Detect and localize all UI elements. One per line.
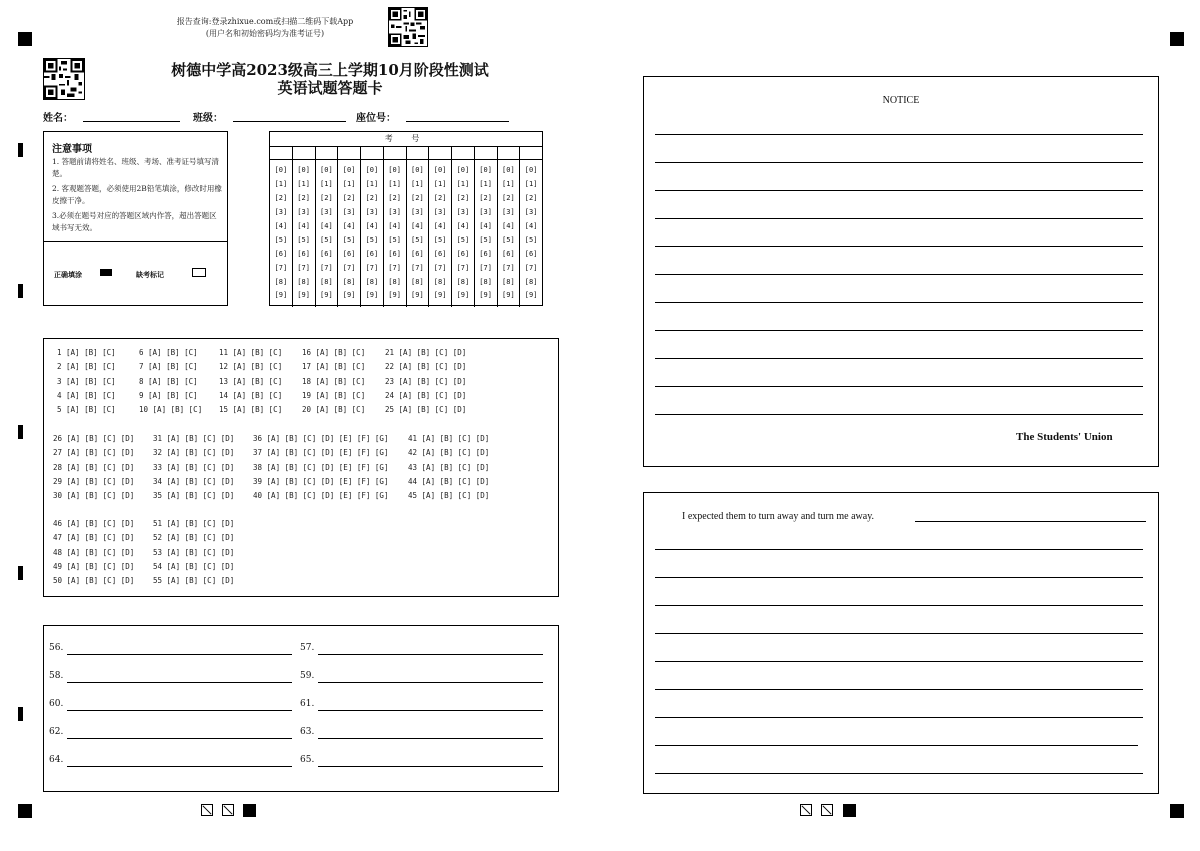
exam-digit-bubble[interactable]: [1] [388, 180, 401, 189]
exam-digit-bubble[interactable]: [3] [479, 208, 492, 217]
exam-digit-bubble[interactable]: [1] [479, 180, 492, 189]
exam-digit-bubble[interactable]: [4] [456, 222, 470, 230]
continuation-opening: I expected them to turn away and turn me away. [682, 511, 875, 522]
exam-number-write-cell[interactable] [452, 147, 475, 159]
blank-number-left: 60. [49, 699, 64, 709]
writing-line[interactable] [655, 162, 1143, 163]
absent-mark-label: 缺考标记 [136, 270, 164, 279]
exam-digit-bubble[interactable]: [2] [365, 194, 379, 203]
writing-line[interactable] [655, 302, 1143, 303]
seat-label: 座位号： [356, 113, 396, 124]
exam-digit-bubble[interactable]: [1] [456, 180, 470, 189]
blank-number-left: 56. [49, 643, 64, 653]
exam-digit-bubble[interactable]: [8] [456, 277, 470, 286]
absent-mark-checkbox[interactable] [192, 268, 206, 277]
exam-digit-bubble[interactable]: [4] [274, 222, 288, 230]
exam-digit-bubble[interactable]: [8] [411, 277, 424, 286]
choice-question-group1[interactable]: 8 [A] [B] [C] [139, 376, 198, 386]
exam-digit-bubble[interactable]: [1] [365, 180, 379, 189]
exam-number-write-cell[interactable] [270, 147, 293, 159]
exam-number-write-cell[interactable] [498, 147, 521, 159]
exam-digit-bubble[interactable]: [2] [433, 194, 447, 203]
writing-line[interactable] [655, 633, 1143, 634]
exam-digit-bubble[interactable]: [6] [524, 249, 538, 258]
exam-digit-bubble[interactable]: [4] [320, 222, 333, 230]
blank-answer-line[interactable] [67, 738, 292, 739]
exam-digit-bubble[interactable]: [8] [342, 277, 356, 286]
exam-digit-bubble[interactable]: [6] [502, 249, 515, 258]
exam-digit-bubble[interactable]: [3] [456, 208, 470, 217]
exam-number-column [407, 160, 430, 307]
exam-digit-bubble[interactable]: [1] [502, 180, 515, 189]
choice-question-group3[interactable]: 54 [A] [B] [C] [D] [153, 561, 235, 571]
choice-question-group2[interactable]: 42 [A] [B] [C] [D] [408, 448, 490, 458]
exam-digit-bubble[interactable]: [0] [456, 166, 470, 175]
choice-question-group2[interactable]: 29 [A] [B] [C] [D] [53, 476, 135, 486]
exam-digit-bubble[interactable]: [8] [502, 277, 515, 286]
exam-digit-bubble[interactable]: [8] [297, 277, 310, 286]
blank-number-right: 65. [300, 755, 315, 765]
choice-question-group2[interactable]: 32 [A] [B] [C] [D] [153, 448, 235, 458]
exam-digit-bubble[interactable]: [6] [456, 249, 470, 258]
notice-item: 2. 客观题答题，必须使用2B铅笔填涂，修改时用橡皮擦干净。 [52, 184, 222, 205]
exam-digit-bubble[interactable]: [0] [433, 166, 447, 175]
writing-line[interactable] [655, 134, 1143, 135]
choice-question-group1[interactable]: 9 [A] [B] [C] [139, 390, 198, 400]
choice-question-group1[interactable]: 6 [A] [B] [C] [139, 348, 198, 357]
page-mark-icon [201, 804, 213, 816]
exam-digit-bubble[interactable]: [1] [297, 180, 310, 189]
exam-number-column [316, 160, 339, 307]
choice-question-group1[interactable]: 21 [A] [B] [C] [D] [385, 348, 467, 357]
choice-question-group2[interactable]: 40 [A] [B] [C] [D] [E] [F] [G] [253, 491, 389, 501]
exam-digit-bubble[interactable]: [0] [342, 166, 356, 175]
blank-answer-line[interactable] [67, 682, 292, 683]
choice-question-group2[interactable]: 36 [A] [B] [C] [D] [E] [F] [G] [253, 434, 389, 443]
timing-mark [18, 425, 23, 439]
timing-mark [18, 284, 23, 298]
exam-digit-bubble[interactable]: [2] [388, 194, 401, 203]
choice-question-group2[interactable]: 37 [A] [B] [C] [D] [E] [F] [G] [253, 448, 389, 458]
notice-item: 3.必须在题号对应的答题区域内作答，超出答题区域书写无效。 [52, 211, 217, 232]
exam-digit-bubble[interactable]: [3] [320, 208, 333, 217]
exam-digit-bubble[interactable]: [7] [320, 263, 333, 272]
exam-digit-bubble[interactable]: [4] [479, 222, 492, 230]
exam-digit-bubble[interactable]: [8] [365, 277, 379, 286]
exam-digit-bubble[interactable]: [3] [365, 208, 379, 217]
writing-line[interactable] [655, 218, 1143, 219]
notice-box [43, 131, 228, 306]
choice-question-group1[interactable]: 20 [A] [B] [C] [302, 405, 366, 415]
exam-digit-bubble[interactable]: [3] [388, 208, 401, 217]
timing-mark [18, 707, 23, 721]
notice-item: 1. 答题前请将姓名、班级、考场、准考证号填写清楚。 [52, 157, 220, 178]
corner-mark-top-right [1170, 32, 1184, 46]
writing-line[interactable] [655, 605, 1143, 606]
exam-number-write-cell[interactable] [520, 147, 542, 159]
report-query-line2: (用户名和初始密码均为准考证号) [205, 29, 325, 38]
exam-digit-bubble[interactable]: [4] [411, 222, 424, 230]
exam-digit-bubble[interactable]: [5] [479, 235, 492, 244]
exam-digit-bubble[interactable]: [2] [411, 194, 424, 203]
exam-number-write-cell[interactable] [475, 147, 498, 159]
blank-number-left: 64. [49, 755, 64, 765]
writing-line[interactable] [655, 549, 1143, 550]
choice-question-group1[interactable]: 3 [A] [B] [C] [57, 376, 116, 386]
exam-number-write-cell[interactable] [361, 147, 384, 159]
choice-question-group1[interactable]: 10 [A] [B] [C] [139, 405, 203, 415]
writing-line[interactable] [655, 274, 1143, 275]
exam-digit-bubble[interactable]: [7] [342, 263, 356, 272]
writing-line[interactable] [655, 358, 1143, 359]
exam-digit-bubble[interactable]: [4] [388, 222, 401, 230]
correct-fill-label: 正确填涂 [54, 270, 82, 279]
exam-digit-bubble[interactable]: [7] [433, 263, 447, 272]
exam-digit-bubble[interactable]: [4] [342, 222, 356, 230]
exam-digit-bubble[interactable]: [9] [479, 291, 492, 300]
blank-answer-line[interactable] [318, 654, 543, 655]
exam-digit-bubble[interactable]: [7] [524, 263, 538, 272]
exam-digit-bubble[interactable]: [0] [411, 166, 424, 175]
choice-question-group1[interactable]: 1 [A] [B] [C] [57, 348, 116, 357]
exam-digit-bubble[interactable]: [0] [297, 166, 310, 175]
exam-number-column [475, 160, 498, 307]
exam-digit-bubble[interactable]: [3] [524, 208, 538, 217]
page-mark-icon [821, 804, 833, 816]
exam-digit-bubble[interactable]: [4] [365, 222, 379, 230]
exam-digit-bubble[interactable]: [8] [433, 277, 447, 286]
notice-title: 注意事项 [52, 144, 92, 155]
choice-question-group2[interactable]: 41 [A] [B] [C] [D] [408, 434, 490, 443]
exam-digit-bubble[interactable]: [4] [502, 222, 515, 230]
exam-digit-bubble[interactable]: [9] [411, 291, 424, 300]
exam-digit-bubble[interactable]: [7] [411, 263, 424, 272]
exam-digit-bubble[interactable]: [4] [433, 222, 447, 230]
exam-digit-bubble[interactable]: [5] [456, 235, 470, 244]
timing-mark [18, 143, 23, 157]
writing-line[interactable] [655, 577, 1143, 578]
exam-digit-bubble[interactable]: [6] [274, 249, 288, 258]
choice-question-group2[interactable]: 35 [A] [B] [C] [D] [153, 491, 235, 501]
writing-box-2 [643, 492, 1159, 794]
exam-digit-bubble[interactable]: [5] [411, 235, 424, 244]
writing-line[interactable] [655, 190, 1143, 191]
exam-number-write-cell[interactable] [429, 147, 452, 159]
exam-number-grid [269, 131, 543, 306]
report-query-line1: 报告查询:登录zhixue.com或扫描二维码下载App [176, 17, 354, 26]
exam-digit-bubble[interactable]: [4] [524, 222, 538, 230]
page-mark-icon [800, 804, 812, 816]
exam-digit-bubble[interactable]: [2] [320, 194, 333, 203]
choice-question-group2[interactable]: 44 [A] [B] [C] [D] [408, 476, 490, 486]
exam-digit-bubble[interactable]: [1] [320, 180, 333, 189]
exam-digit-bubble[interactable]: [0] [365, 166, 379, 175]
exam-digit-bubble[interactable]: [3] [274, 208, 288, 217]
exam-digit-bubble[interactable]: [5] [524, 235, 538, 244]
exam-digit-bubble[interactable]: [9] [524, 291, 538, 300]
choice-question-group1[interactable]: 23 [A] [B] [C] [D] [385, 376, 467, 386]
blank-answer-line[interactable] [67, 766, 292, 767]
exam-digit-bubble[interactable]: [9] [297, 291, 310, 300]
choice-question-group1[interactable]: 7 [A] [B] [C] [139, 362, 198, 372]
exam-digit-bubble[interactable]: [6] [411, 249, 424, 258]
choice-question-group3[interactable]: 48 [A] [B] [C] [D] [53, 547, 135, 557]
exam-title: 树德中学高2023级高三上学期10月阶段性测试 [171, 61, 489, 79]
exam-digit-bubble[interactable]: [7] [388, 263, 401, 272]
exam-digit-bubble[interactable]: [4] [297, 222, 310, 230]
choice-question-group3[interactable]: 53 [A] [B] [C] [D] [153, 547, 235, 557]
blank-number-left: 62. [49, 727, 64, 737]
exam-digit-bubble[interactable]: [6] [297, 249, 310, 258]
qr-code-icon [43, 58, 85, 100]
blank-number-right: 61. [300, 699, 315, 709]
choice-question-group3[interactable]: 46 [A] [B] [C] [D] [53, 519, 135, 528]
choice-question-group2[interactable]: 38 [A] [B] [C] [D] [E] [F] [G] [253, 462, 389, 472]
correct-fill-sample [100, 269, 112, 276]
qr-code-icon [388, 7, 428, 47]
name-label: 姓名： [43, 113, 73, 124]
exam-digit-bubble[interactable]: [1] [433, 180, 447, 189]
blank-answer-line[interactable] [318, 738, 543, 739]
exam-digit-bubble[interactable]: [8] [320, 277, 333, 286]
class-field[interactable] [233, 121, 346, 122]
writing-line[interactable] [655, 246, 1143, 247]
page-mark-filled [243, 804, 256, 817]
exam-number-bubbles [270, 160, 542, 307]
choice-question-group1[interactable]: 22 [A] [B] [C] [D] [385, 362, 467, 372]
exam-digit-bubble[interactable]: [2] [479, 194, 492, 203]
choice-question-group3[interactable]: 51 [A] [B] [C] [D] [153, 519, 235, 528]
writing-line[interactable] [655, 745, 1138, 746]
choice-question-group2[interactable]: 28 [A] [B] [C] [D] [53, 462, 135, 472]
exam-digit-bubble[interactable]: [3] [433, 208, 447, 217]
blank-answer-line[interactable] [318, 766, 543, 767]
choice-question-group1[interactable]: 11 [A] [B] [C] [219, 348, 283, 357]
exam-number-column [452, 160, 475, 307]
writing-line[interactable] [655, 386, 1143, 387]
corner-mark-bottom-right [1170, 804, 1184, 818]
choice-question-group1[interactable]: 12 [A] [B] [C] [219, 362, 283, 372]
exam-digit-bubble[interactable]: [5] [320, 235, 333, 244]
exam-digit-bubble[interactable]: [5] [433, 235, 447, 244]
writing-box-1 [643, 76, 1159, 467]
choice-question-group1[interactable]: 17 [A] [B] [C] [302, 362, 366, 372]
answer-sheet-title: 英语试题答题卡 [277, 79, 383, 97]
blank-answer-box [43, 625, 559, 792]
choice-question-group2[interactable]: 30 [A] [B] [C] [D] [53, 491, 135, 501]
exam-digit-bubble[interactable]: [9] [342, 291, 356, 300]
exam-digit-bubble[interactable]: [2] [342, 194, 356, 203]
exam-digit-bubble[interactable]: [2] [524, 194, 538, 203]
choice-question-group2[interactable]: 33 [A] [B] [C] [D] [153, 462, 235, 472]
choice-question-group2[interactable]: 34 [A] [B] [C] [D] [153, 476, 235, 486]
exam-digit-bubble[interactable]: [9] [365, 291, 379, 300]
class-label: 班级： [193, 113, 223, 124]
exam-digit-bubble[interactable]: [5] [297, 235, 310, 244]
exam-digit-bubble[interactable]: [7] [365, 263, 379, 272]
choice-question-group2[interactable]: 39 [A] [B] [C] [D] [E] [F] [G] [253, 476, 389, 486]
choice-question-group3[interactable]: 47 [A] [B] [C] [D] [53, 533, 135, 543]
exam-digit-bubble[interactable]: [6] [388, 249, 401, 258]
exam-number-column [429, 160, 452, 307]
exam-digit-bubble[interactable]: [9] [388, 291, 401, 300]
choice-question-group1[interactable]: 5 [A] [B] [C] [57, 405, 116, 415]
blank-number-right: 63. [300, 727, 315, 737]
exam-digit-bubble[interactable]: [6] [342, 249, 356, 258]
choice-question-group2[interactable]: 26 [A] [B] [C] [D] [53, 434, 135, 443]
exam-digit-bubble[interactable]: [1] [524, 180, 538, 189]
exam-digit-bubble[interactable]: [1] [411, 180, 424, 189]
exam-digit-bubble[interactable]: [7] [502, 263, 515, 272]
writing-line[interactable] [655, 773, 1143, 774]
signature: The Students' Union [1016, 431, 1113, 443]
choice-question-group1[interactable]: 25 [A] [B] [C] [D] [385, 405, 467, 415]
seat-field[interactable] [406, 121, 509, 122]
exam-number-column [361, 160, 384, 307]
exam-number-column [520, 160, 542, 307]
choice-question-group1[interactable]: 13 [A] [B] [C] [219, 376, 283, 386]
writing-line[interactable] [915, 521, 1146, 522]
notice-heading: NOTICE [882, 95, 920, 106]
choice-question-group3[interactable]: 50 [A] [B] [C] [D] [53, 576, 135, 586]
blank-answer-line[interactable] [67, 710, 292, 711]
exam-digit-bubble[interactable]: [1] [274, 180, 288, 189]
name-field[interactable] [83, 121, 180, 122]
writing-line[interactable] [655, 414, 1143, 415]
exam-digit-bubble[interactable]: [7] [456, 263, 470, 272]
corner-mark-top-left [18, 32, 32, 46]
blank-number-right: 59. [300, 671, 315, 681]
page-mark-filled [843, 804, 856, 817]
choice-question-group2[interactable]: 31 [A] [B] [C] [D] [153, 434, 235, 443]
exam-digit-bubble[interactable]: [7] [297, 263, 310, 272]
exam-digit-bubble[interactable]: [9] [320, 291, 333, 300]
exam-digit-bubble[interactable]: [7] [274, 263, 288, 272]
exam-number-column [338, 160, 361, 307]
blank-answer-line[interactable] [67, 654, 292, 655]
exam-digit-bubble[interactable]: [9] [274, 291, 288, 300]
choice-question-group2[interactable]: 45 [A] [B] [C] [D] [408, 491, 490, 501]
exam-number-write-cell[interactable] [316, 147, 339, 159]
choice-question-group1[interactable]: 4 [A] [B] [C] [57, 390, 116, 400]
exam-digit-bubble[interactable]: [0] [388, 166, 401, 175]
exam-digit-bubble[interactable]: [2] [456, 194, 470, 203]
exam-digit-bubble[interactable]: [0] [524, 166, 538, 175]
exam-digit-bubble[interactable]: [1] [342, 180, 356, 189]
exam-number-column [293, 160, 316, 307]
writing-line[interactable] [655, 330, 1143, 331]
report-query-note [165, 16, 365, 40]
exam-digit-bubble[interactable]: [2] [502, 194, 515, 203]
exam-number-write-cell[interactable] [407, 147, 430, 159]
writing-line[interactable] [655, 717, 1143, 718]
choice-question-group1[interactable]: 19 [A] [B] [C] [302, 390, 366, 400]
exam-digit-bubble[interactable]: [9] [456, 291, 470, 300]
exam-digit-bubble[interactable]: [5] [502, 235, 515, 244]
exam-digit-bubble[interactable]: [6] [320, 249, 333, 258]
choice-question-group1[interactable]: 2 [A] [B] [C] [57, 362, 116, 372]
exam-digit-bubble[interactable]: [8] [274, 277, 288, 286]
exam-digit-bubble[interactable]: [0] [479, 166, 492, 175]
blank-answer-line[interactable] [318, 682, 543, 683]
exam-digit-bubble[interactable]: [2] [297, 194, 310, 203]
blank-number-right: 57. [300, 643, 315, 653]
corner-mark-bottom-left [18, 804, 32, 818]
choice-question-group2[interactable]: 43 [A] [B] [C] [D] [408, 462, 490, 472]
exam-digit-bubble[interactable]: [5] [388, 235, 401, 244]
writing-line[interactable] [655, 661, 1143, 662]
choice-question-group2[interactable]: 27 [A] [B] [C] [D] [53, 448, 135, 458]
exam-digit-bubble[interactable]: [8] [388, 277, 401, 286]
writing-line[interactable] [655, 689, 1143, 690]
notice-divider [44, 241, 227, 242]
exam-digit-bubble[interactable]: [0] [320, 166, 333, 175]
exam-number-write-cell[interactable] [338, 147, 361, 159]
blank-number-left: 58. [49, 671, 64, 681]
exam-digit-bubble[interactable]: [9] [433, 291, 447, 300]
exam-digit-bubble[interactable]: [3] [342, 208, 356, 217]
exam-digit-bubble[interactable]: [2] [274, 194, 288, 203]
exam-digit-bubble[interactable]: [6] [433, 249, 447, 258]
choice-question-group3[interactable]: 49 [A] [B] [C] [D] [53, 561, 135, 571]
exam-number-column [270, 160, 293, 307]
exam-digit-bubble[interactable]: [9] [502, 291, 515, 300]
exam-digit-bubble[interactable]: [3] [411, 208, 424, 217]
choice-question-group1[interactable]: 15 [A] [B] [C] [219, 405, 283, 415]
exam-digit-bubble[interactable]: [6] [479, 249, 492, 258]
exam-number-write-row [270, 147, 542, 160]
choice-question-group3[interactable]: 55 [A] [B] [C] [D] [153, 576, 235, 586]
exam-number-header: 考 号 [270, 132, 542, 147]
exam-number-write-cell[interactable] [384, 147, 407, 159]
exam-digit-bubble[interactable]: [5] [365, 235, 379, 244]
page-mark-icon [222, 804, 234, 816]
exam-digit-bubble[interactable]: [6] [365, 249, 379, 258]
exam-digit-bubble[interactable]: [3] [297, 208, 310, 217]
choice-question-group1[interactable]: 16 [A] [B] [C] [302, 348, 366, 357]
choice-answer-box [43, 338, 559, 597]
exam-digit-bubble[interactable]: [3] [502, 208, 515, 217]
choice-question-group1[interactable]: 14 [A] [B] [C] [219, 390, 283, 400]
exam-number-column [498, 160, 521, 307]
timing-mark [18, 566, 23, 580]
choice-question-group3[interactable]: 52 [A] [B] [C] [D] [153, 533, 235, 543]
blank-answer-line[interactable] [318, 710, 543, 711]
exam-digit-bubble[interactable]: [5] [274, 235, 288, 244]
exam-number-column [384, 160, 407, 307]
choice-question-group1[interactable]: 24 [A] [B] [C] [D] [385, 390, 467, 400]
exam-digit-bubble[interactable]: [7] [479, 263, 492, 272]
exam-digit-bubble[interactable]: [0] [502, 166, 515, 175]
exam-digit-bubble[interactable]: [5] [342, 235, 356, 244]
choice-question-group1[interactable]: 18 [A] [B] [C] [302, 376, 366, 386]
exam-number-write-cell[interactable] [293, 147, 316, 159]
exam-digit-bubble[interactable]: [0] [274, 166, 288, 175]
exam-digit-bubble[interactable]: [8] [524, 277, 538, 286]
exam-digit-bubble[interactable]: [8] [479, 277, 492, 286]
